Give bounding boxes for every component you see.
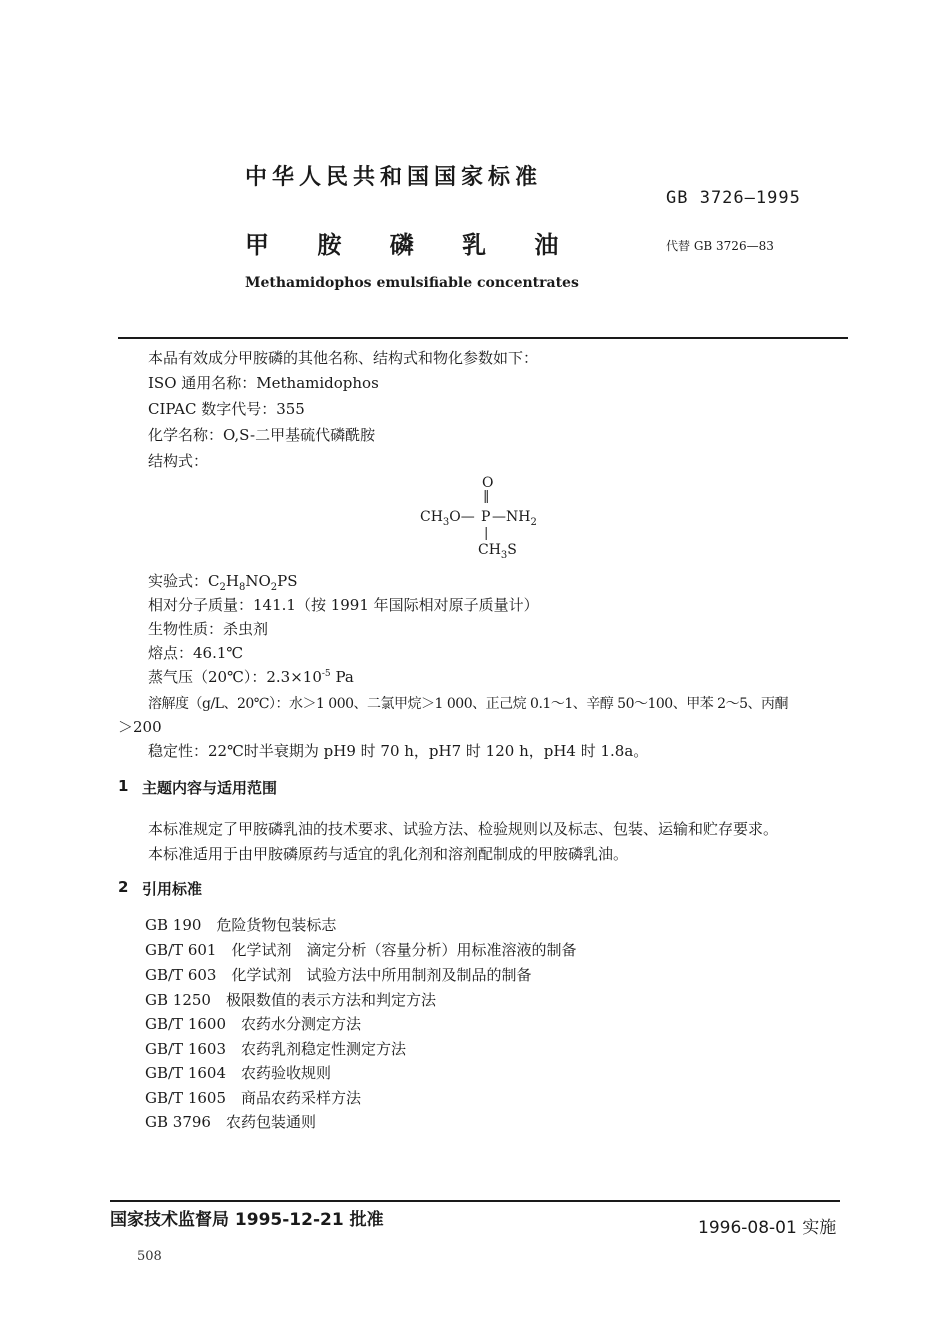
structural-formula	[420, 475, 560, 565]
formula-right-group: $—NH_2$	[492, 509, 537, 528]
section-1-title: 主题内容与适用范围	[142, 779, 278, 797]
formula-single-bond: |	[484, 526, 489, 541]
national-standard-heading: 中华人民共和国国家标准	[245, 165, 543, 190]
effective-line: 1996-08-01 实施	[698, 1218, 837, 1238]
reference-item	[145, 1038, 406, 1059]
intro-lead: 本品有效成分甲胺磷的其他名称、结构式和物化参数如下：	[148, 349, 539, 367]
reference-title: 农药包装通则	[225, 1113, 316, 1131]
header-rule	[118, 337, 848, 339]
reference-title: 农药乳剂稳定性测定方法	[241, 1040, 407, 1058]
molecular-mass: 相对分子质量：141.1（按 1991 年国际相对原子质量计）	[148, 596, 539, 614]
section-1-para-2: 本标准适用于由甲胺磷原药与适宜的乳化剂和溶剂配制成的甲胺磷乳油。	[148, 845, 629, 863]
reference-item	[145, 914, 336, 935]
chemical-name: 化学名称：O,S-二甲基硫代磷酰胺	[148, 426, 376, 444]
reference-code: GB 3796	[145, 1113, 211, 1131]
reference-item	[145, 1062, 331, 1083]
formula-double-bond: ‖	[483, 489, 490, 504]
cipac-code: CIPAC 数字代号：355	[148, 400, 305, 418]
reference-item	[145, 964, 532, 985]
reference-title: 危险货物包装标志	[216, 916, 337, 934]
structure-label: 结构式：	[148, 452, 209, 470]
reference-item	[145, 1087, 361, 1108]
approval-line: 国家技术监督局 1995-12-21 批准	[110, 1210, 384, 1230]
reference-title: 极限数值的表示方法和判定方法	[225, 991, 436, 1009]
reference-code: GB 1250	[145, 991, 211, 1009]
document-title: 甲 胺 磷 乳 油	[245, 231, 579, 259]
formula-left-group: $CH_3O—$	[420, 509, 475, 528]
reference-code: GB/T 1604	[145, 1064, 227, 1082]
stability: 稳定性：22℃时半衰期为 pH9 时 70 h，pH7 时 120 h，pH4 时 1.8a。	[148, 742, 649, 760]
reference-title: 农药水分测定方法	[241, 1015, 362, 1033]
reference-code: GB 190	[145, 916, 202, 934]
formula-bottom-group: $CH_3S$	[478, 542, 517, 561]
english-title: Methamidophos emulsifiable concentrates	[245, 275, 579, 291]
replaces-note: 代替 GB 3726—83	[666, 239, 774, 253]
empirical-formula: 实验式：$C_2H_8NO_2PS$	[148, 572, 298, 593]
formula-oxygen: O	[482, 475, 494, 491]
footer-rule	[110, 1200, 840, 1202]
solubility-line2: ＞200	[118, 718, 162, 736]
section-2-title: 引用标准	[142, 880, 203, 898]
reference-item	[145, 1013, 361, 1034]
melting-point: 熔点：46.1℃	[148, 644, 244, 662]
standard-number: GB 3726—1995	[666, 188, 801, 208]
reference-item	[145, 1111, 316, 1132]
reference-code: GB/T 601	[145, 941, 217, 959]
section-1-number: 1	[118, 777, 129, 795]
reference-code: GB/T 603	[145, 966, 217, 984]
reference-item	[145, 939, 577, 960]
iso-name: ISO 通用名称：Methamidophos	[148, 374, 379, 392]
reference-title: 化学试剂 试验方法中所用制剂及制品的制备	[231, 966, 532, 984]
section-1-para-1: 本标准规定了甲胺磷乳油的技术要求、试验方法、检验规则以及标志、包装、运输和贮存要求。	[148, 820, 779, 838]
reference-code: GB/T 1605	[145, 1089, 227, 1107]
section-2-number: 2	[118, 878, 129, 896]
formula-phosphorus: P	[481, 509, 491, 525]
reference-title: 商品农药采样方法	[241, 1089, 362, 1107]
reference-title: 农药验收规则	[241, 1064, 332, 1082]
reference-code: GB/T 1600	[145, 1015, 227, 1033]
reference-title: 化学试剂 滴定分析（容量分析）用标准溶液的制备	[231, 941, 577, 959]
solubility-line1: 溶解度（g/L、20℃）：水＞1 000、二氯甲烷＞1 000、正己烷 0.1～1、辛醇 50～100、甲苯 2～5、丙酮	[148, 696, 788, 712]
reference-code: GB/T 1603	[145, 1040, 227, 1058]
biological-property: 生物性质：杀虫剂	[148, 620, 269, 638]
vapor-pressure: 蒸气压（20℃）：$2.3\times 10^{-5}$ Pa	[148, 668, 354, 686]
page-number: 508	[137, 1249, 162, 1264]
reference-item	[145, 989, 436, 1010]
